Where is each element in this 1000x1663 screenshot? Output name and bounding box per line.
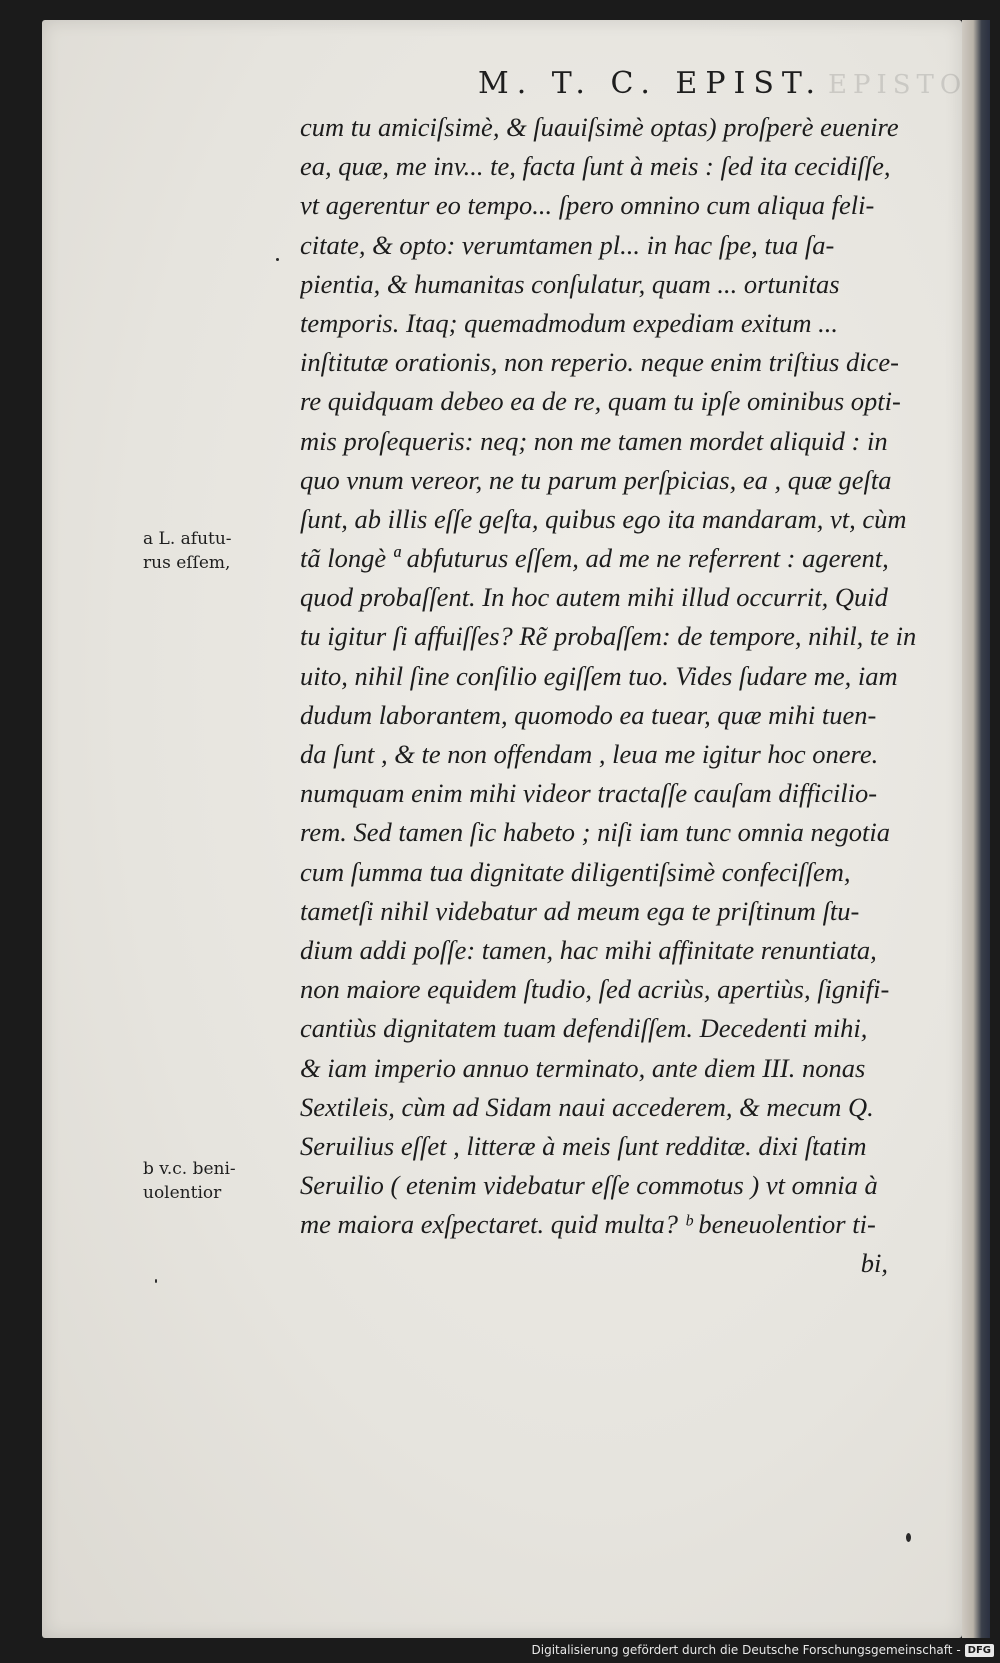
ink-speck [276, 258, 279, 261]
text-line: cum ſumma tua dignitate diligentiſsimè confeciſſem, [300, 856, 851, 887]
text-line: tametſi nihil videbatur ad meum ega te priſtinum ſtu- [300, 895, 860, 926]
text-line: pientia, & humanitas conſulatur, quam ... ortunitas [300, 268, 840, 299]
page-edge [962, 20, 990, 1638]
margin-note-a [143, 527, 232, 575]
margin-note-line: uolentior [143, 1183, 222, 1203]
margin-note-line: a L. afutu- [143, 529, 232, 549]
margin-note-line: rus eſſem, [143, 553, 231, 573]
text-line: Seruilius eſſet , litteræ à meis ſunt redditæ. dixi ſtatim [300, 1130, 867, 1161]
running-head: M. T. C. EPIST. [478, 66, 824, 101]
dfg-logo: DFG [965, 1644, 994, 1657]
text-line: cum tu amiciſsimè, & ſuauiſsimè optas) proſperè euenire [300, 112, 899, 142]
ink-speck [155, 1279, 157, 1283]
text-line: ea, quæ, me inv... te, facta ſunt à meis : ſed ita cecidiſſe, [300, 151, 891, 182]
text-line: mis proſequeris: neq; non me tamen mordet aliquid : in [300, 425, 888, 456]
text-line: ſunt, ab illis eſſe geſta, quibus ego ita mandaram, vt, cùm [300, 503, 907, 534]
margin-note-b [143, 1157, 236, 1205]
catchword: bi, [860, 1248, 888, 1279]
text-line: Sextileis, cùm ad Sidam naui accederem, & mecum Q. [300, 1091, 874, 1122]
text-line: dium addi poſſe: tamen, hac mihi affinitate renuntiata, [300, 934, 877, 965]
text-line: quod probaſſent. In hoc autem mihi illud occurrit, Quid [300, 582, 888, 613]
text-line: numquam enim mihi videor tractaſſe cauſam difficilio- [300, 778, 878, 809]
body-text [300, 108, 958, 1284]
text-line: inſtitutæ orationis, non reperio. neque enim triſtius dice- [300, 347, 899, 378]
text-line: quo vnum vereor, ne tu parum perſpicias, ea , quæ geſta [300, 464, 892, 495]
show-through-heading: EPISTO [828, 70, 968, 100]
text-line: non maiore equidem ſtudio, ſed acriùs, apertiùs, ſignifi- [300, 974, 890, 1005]
margin-note-line: b v.c. beni- [143, 1159, 236, 1179]
text-line: me maiora exſpectaret. quid multa? ᵇ beneuolentior ti- [300, 1209, 876, 1240]
text-line: da ſunt , & te non offendam , leua me igitur hoc onere. [300, 739, 879, 769]
text-line: cantiùs dignitatem tuam defendiſſem. Decedenti mihi, [300, 1013, 868, 1044]
digitization-footer [532, 1643, 995, 1657]
ink-speck [906, 1533, 911, 1542]
text-line: vt agerentur eo tempo... ſpero omnino cum aliqua feli- [300, 190, 875, 221]
text-line: tã longè ª abfuturus eſſem, ad me ne referrent : agerent, [300, 543, 889, 574]
text-line: temporis. Itaq; quemadmodum expediam exitum ... [300, 307, 838, 338]
text-line: uito, nihil ſine conſilio egiſſem tuo. Vides ſudare me, iam [300, 660, 898, 691]
text-line: rem. Sed tamen ſic habeto ; niſi iam tunc omnia negotia [300, 817, 891, 848]
text-line: tu igitur ſi affuiſſes? Rẽ probaſſem: de tempore, nihil, te in [300, 621, 917, 652]
text-line: re quidquam debeo ea de re, quam tu ipſe ominibus opti- [300, 386, 901, 417]
footer-text: Digitalisierung gefördert durch die Deutsche Forschungsgemeinschaft - [531, 1643, 961, 1657]
text-line: Seruilio ( etenim videbatur eſſe commotus ) vt omnia à [300, 1170, 878, 1201]
text-line: & iam imperio annuo terminato, ante diem III. nonas [300, 1052, 866, 1083]
text-line: citate, & opto: verumtamen pl... in hac ſpe, tua ſa- [300, 229, 835, 260]
text-line: dudum laborantem, quomodo ea tuear, quæ mihi tuen- [300, 699, 877, 730]
